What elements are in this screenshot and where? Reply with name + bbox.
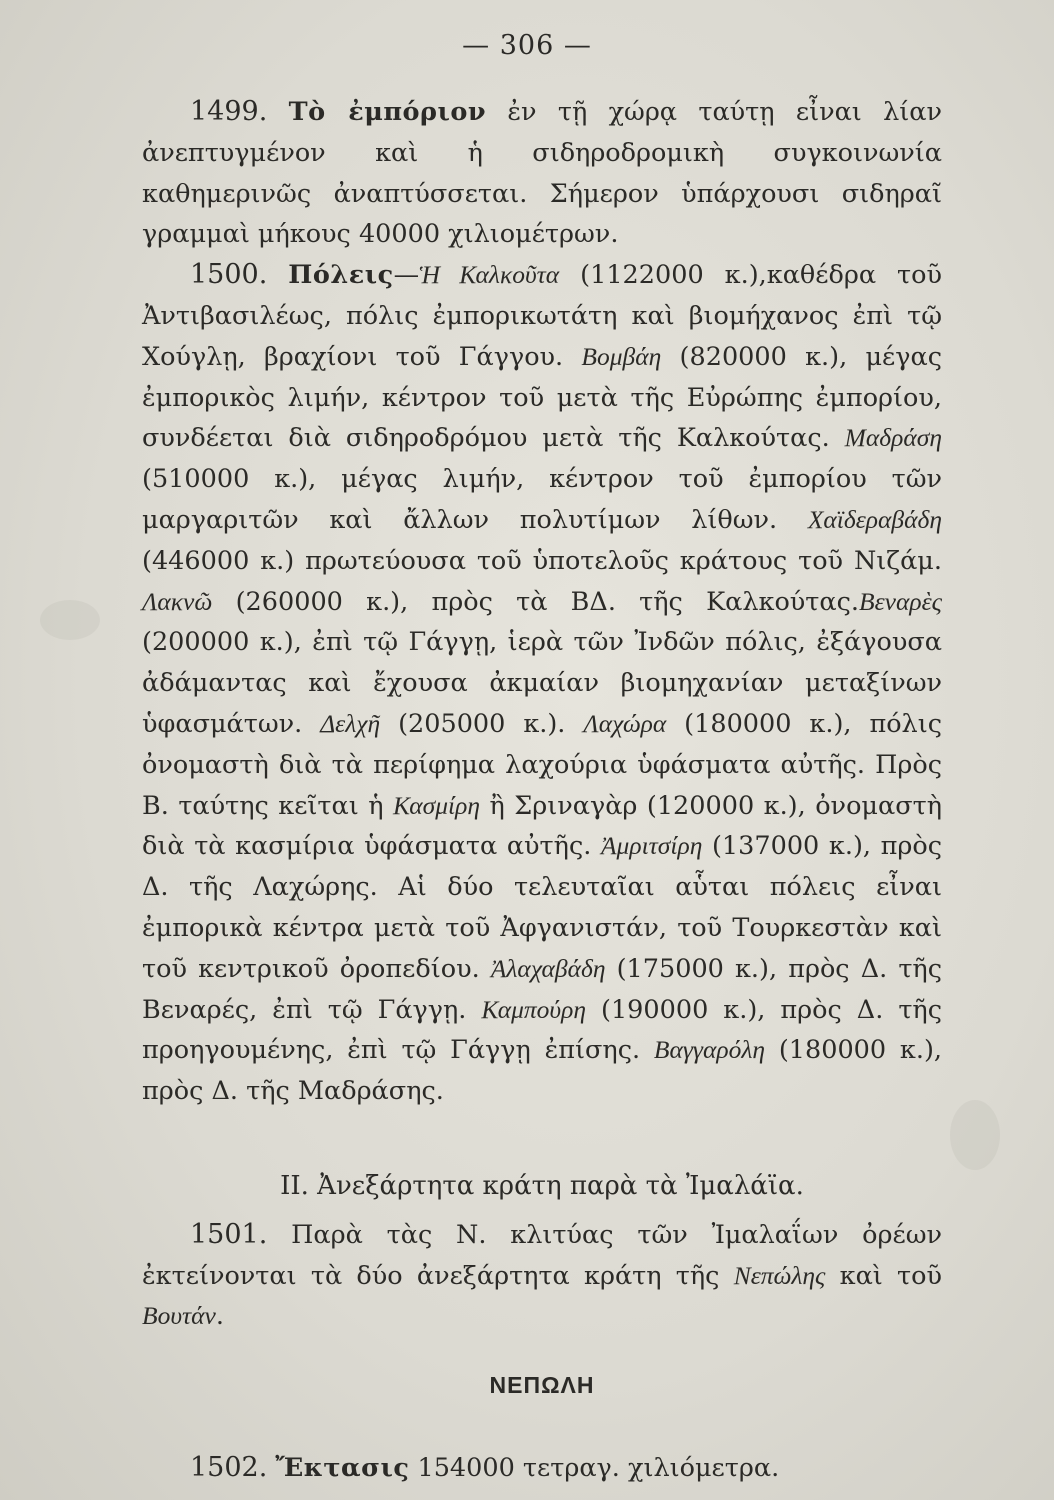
city-name: Ἡ Καλκοῦτα (419, 260, 560, 290)
paragraph-text: . (215, 1301, 224, 1332)
paragraph-text: (1122000 κ.),καθέδρα τοῦ Ἀντιβασιλέως, πόλις ἐμπορικωτάτη καὶ βιομήχανος ἐπὶ τῷ Χούγλῃ, βραχίονι τοῦ Γάγγου. (142, 260, 942, 372)
city-name: Βομβάη (581, 341, 662, 371)
paragraph-1501 (142, 1215, 942, 1337)
paragraph-text: Παρὰ τὰς Ν. κλιτύας τῶν Ἰμαλαΐων ὀρέων ἐκτείνονται τὰ δύο ἀνεξάρτητα κράτη τῆς (142, 1219, 942, 1291)
paragraph-text: ἢ Σριναγὰρ (120000 κ.), ὀνομαστὴ διὰ τὰ κασμίρια ὑφάσματα αὐτῆς. (142, 790, 943, 862)
paragraph-text: (180000 κ.), πόλις ὀνομαστὴ διὰ τὰ περίφημα λαχούρια ὑφάσματα αὐτῆς. Πρὸς Β. ταύτης κεῖται ἡ (142, 708, 942, 821)
page-body (142, 92, 942, 1489)
city-name: Ἀμριτσίρη (600, 831, 703, 861)
paragraph-text: (446000 κ.) πρωτεύουσα τοῦ ὑποτελοῦς κράτους τοῦ Νιζάμ. (142, 545, 942, 576)
paragraph-text: (205000 κ.). (380, 708, 584, 739)
paragraph-lead: Ἔκτασις (275, 1452, 410, 1483)
paper-stain (950, 1100, 1000, 1170)
city-name: Καμπούρη (481, 994, 586, 1024)
country-name: Βουτάν (142, 1301, 216, 1331)
paragraph-text: (200000 κ.), ἐπὶ τῷ Γάγγῃ, ἱερὰ τῶν Ἰνδῶν πόλις, ἐξάγουσα ἀδάμαντας καὶ ἔχουσα ἀκμαίαν βιομηχανίαν μεταξίνων ὑφασμάτων. (142, 627, 942, 739)
paragraph-1502 (142, 1448, 942, 1489)
city-name: Βεναρὲς (859, 586, 942, 616)
paragraph-1499 (142, 92, 942, 255)
city-name: Λακνῶ (142, 586, 213, 616)
section-heading: ΙΙ. Ἀνεξάρτητα κράτη παρὰ τὰ Ἰμαλάϊα. (280, 1170, 804, 1201)
paragraph-number: 1502. (190, 1451, 268, 1483)
paragraph-lead: Πόλεις (288, 260, 394, 291)
city-name: Λαχώρα (583, 708, 667, 738)
country-heading: ΝΕΠΩΛΗ (489, 1372, 595, 1399)
paragraph-text: ἐν τῇ χώρᾳ ταύτῃ εἶναι λίαν ἀνεπτυγμένον καὶ ἡ σιδηροδρομικὴ συγκοινωνία καθημερινῶς ἀναπτύσσεται. Σήμερον ὑπάρχουσι σιδηραῖ γραμμαὶ μήκους 40000 χιλιομέτρων. (142, 97, 943, 250)
paragraph-number: 1501. (190, 1218, 268, 1250)
page-number: — 306 — (462, 30, 592, 61)
city-name: Μαδράση (844, 423, 942, 453)
paragraph-number: 1500. (190, 259, 268, 291)
paragraph-text: (180000 κ.), πρὸς Δ. τῆς Μαδράσης. (142, 1035, 942, 1107)
paragraph-text: 154000 τετραγ. χιλιόμετρα. (409, 1452, 780, 1483)
paragraph-text: (137000 κ.), πρὸς Δ. τῆς Λαχώρης. Αἱ δύο τελευταῖαι αὗται πόλεις εἶναι ἐμπορικὰ κέντρα μετὰ τοῦ Ἀφγανιστάν, τοῦ Τουρκεστὰν καὶ τοῦ κεντρικοῦ ὀροπεδίου. (142, 831, 943, 984)
paragraph-text: (820000 κ.), μέγας ἐμπορικὸς λιμήν, κέντρον τοῦ μετὰ τῆς Εὐρώπης ἐμπορίου, συνδέεται διὰ σιδηροδρόμου μετὰ τῆς Καλκούτας. (142, 341, 942, 454)
paragraph-text: (260000 κ.), πρὸς τὰ ΒΔ. τῆς Καλκούτας. (212, 586, 860, 617)
paragraph-text: καὶ τοῦ (825, 1260, 942, 1291)
paragraph-1500 (142, 255, 942, 1112)
paragraph-text: (190000 κ.), πρὸς Δ. τῆς προηγουμένης, ἐπὶ τῷ Γάγγῃ ἐπίσης. (142, 994, 942, 1066)
city-name: Χαϊδεραβάδη (807, 504, 942, 534)
paragraph-number: 1499. (190, 96, 268, 127)
city-name: Βαγγαρόλη (653, 1035, 766, 1065)
city-name: Κασμίρη (392, 790, 480, 820)
city-name: Δελχῆ (320, 708, 381, 738)
paragraph-text: (175000 κ.), πρὸς Δ. τῆς Βεναρές, ἐπὶ τῷ Γάγγῃ. (142, 953, 942, 1025)
paper-stain (40, 600, 100, 640)
country-name: Νεπώλης (733, 1260, 826, 1290)
city-name: Ἀλαχαβάδη (490, 953, 606, 983)
paragraph-lead: Τὸ ἐμπόριον (288, 97, 487, 127)
paragraph-text: (510000 κ.), μέγας λιμήν, κέντρον τοῦ ἐμπορίου τῶν μαργαριτῶν καὶ ἄλλων πολυτίμων λίθων. (142, 464, 942, 535)
dash: — (393, 260, 420, 291)
